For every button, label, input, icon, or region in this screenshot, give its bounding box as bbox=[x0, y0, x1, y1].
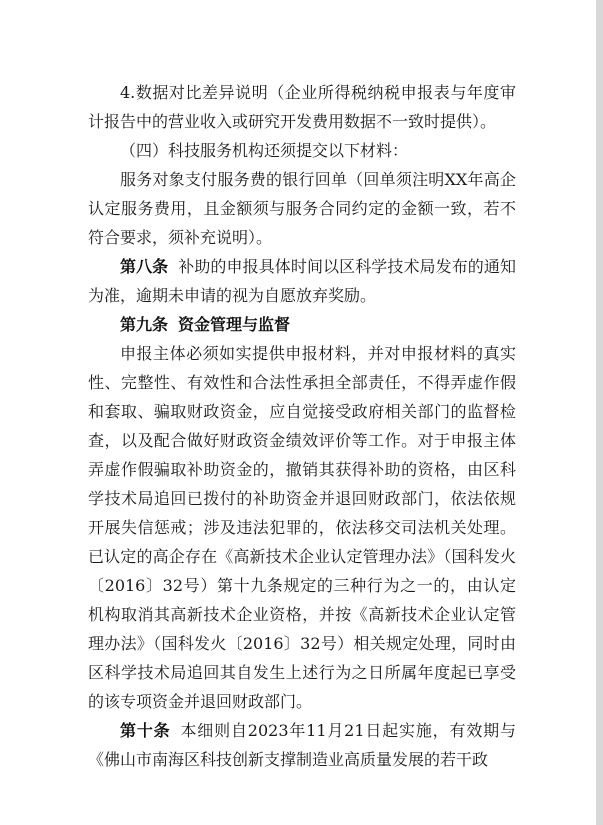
viewer-edge bbox=[596, 0, 603, 825]
article-9-heading bbox=[88, 310, 516, 339]
paragraph-text: 服务对象支付服务费的银行回单（回单须注明XX年高企认定服务费用，且金额须与服务合同约定的金额一致，若不符合要求，须补充说明）。 bbox=[88, 170, 516, 247]
document-body bbox=[88, 78, 516, 774]
article-10 bbox=[88, 716, 516, 774]
article-9-title: 资金管理与监督 bbox=[178, 315, 291, 334]
paragraph-text: 4.数据对比差异说明（企业所得税纳税申报表与年度审计报告中的营业收入或研究开发费用数据不一致时提供）。 bbox=[88, 83, 516, 131]
article-10-text: 本细则自2023年11月21日起实施，有效期与《佛山市南海区科技创新支撑制造业高质量发展的若干政 bbox=[88, 721, 516, 769]
article-10-label: 第十条 bbox=[120, 721, 171, 740]
paragraph-fund-supervision bbox=[88, 339, 516, 716]
paragraph-service-agency-heading bbox=[88, 136, 516, 165]
paragraph-bank-receipt bbox=[88, 165, 516, 252]
paragraph-text: 申报主体必须如实提供申报材料，并对申报材料的真实性、完整性、有效性和合法性承担全部责任，不得弄虚作假和套取、骗取财政资金，应自觉接受政府相关部门的监督检查，以及配合做好财政资金绩效评价等工作。对于申报主体弄虚作假骗取补助资金的，撤销其获得补助的资格，由区科学技术局追回已拨付的补助资金并退回财政部门，依法依规开展失信惩戒；涉及违法犯罪的，依法移交司法机关处理。已认定的高企存在《高新技术企业认定管理办法》（国科发火〔2016〕32号）第十九条规定的三种行为之一的，由认定机构取消其高新技术企业资格，并按《高新技术企业认定管理办法》（国科发火〔2016〕32号）相关规定处理，同时由区科学技术局追回其自发生上述行为之日所属年度起已享受的该专项资金并退回财政部门。 bbox=[88, 344, 516, 711]
article-8-text: 补助的申报具体时间以区科学技术局发布的通知为准，逾期未申请的视为自愿放弃奖励。 bbox=[88, 257, 516, 305]
article-8-label: 第八条 bbox=[120, 257, 169, 276]
paragraph-text: （四）科技服务机构还须提交以下材料： bbox=[120, 141, 409, 160]
paragraph-data-comparison bbox=[88, 78, 516, 136]
article-8 bbox=[88, 252, 516, 310]
article-9-label: 第九条 bbox=[120, 315, 169, 334]
